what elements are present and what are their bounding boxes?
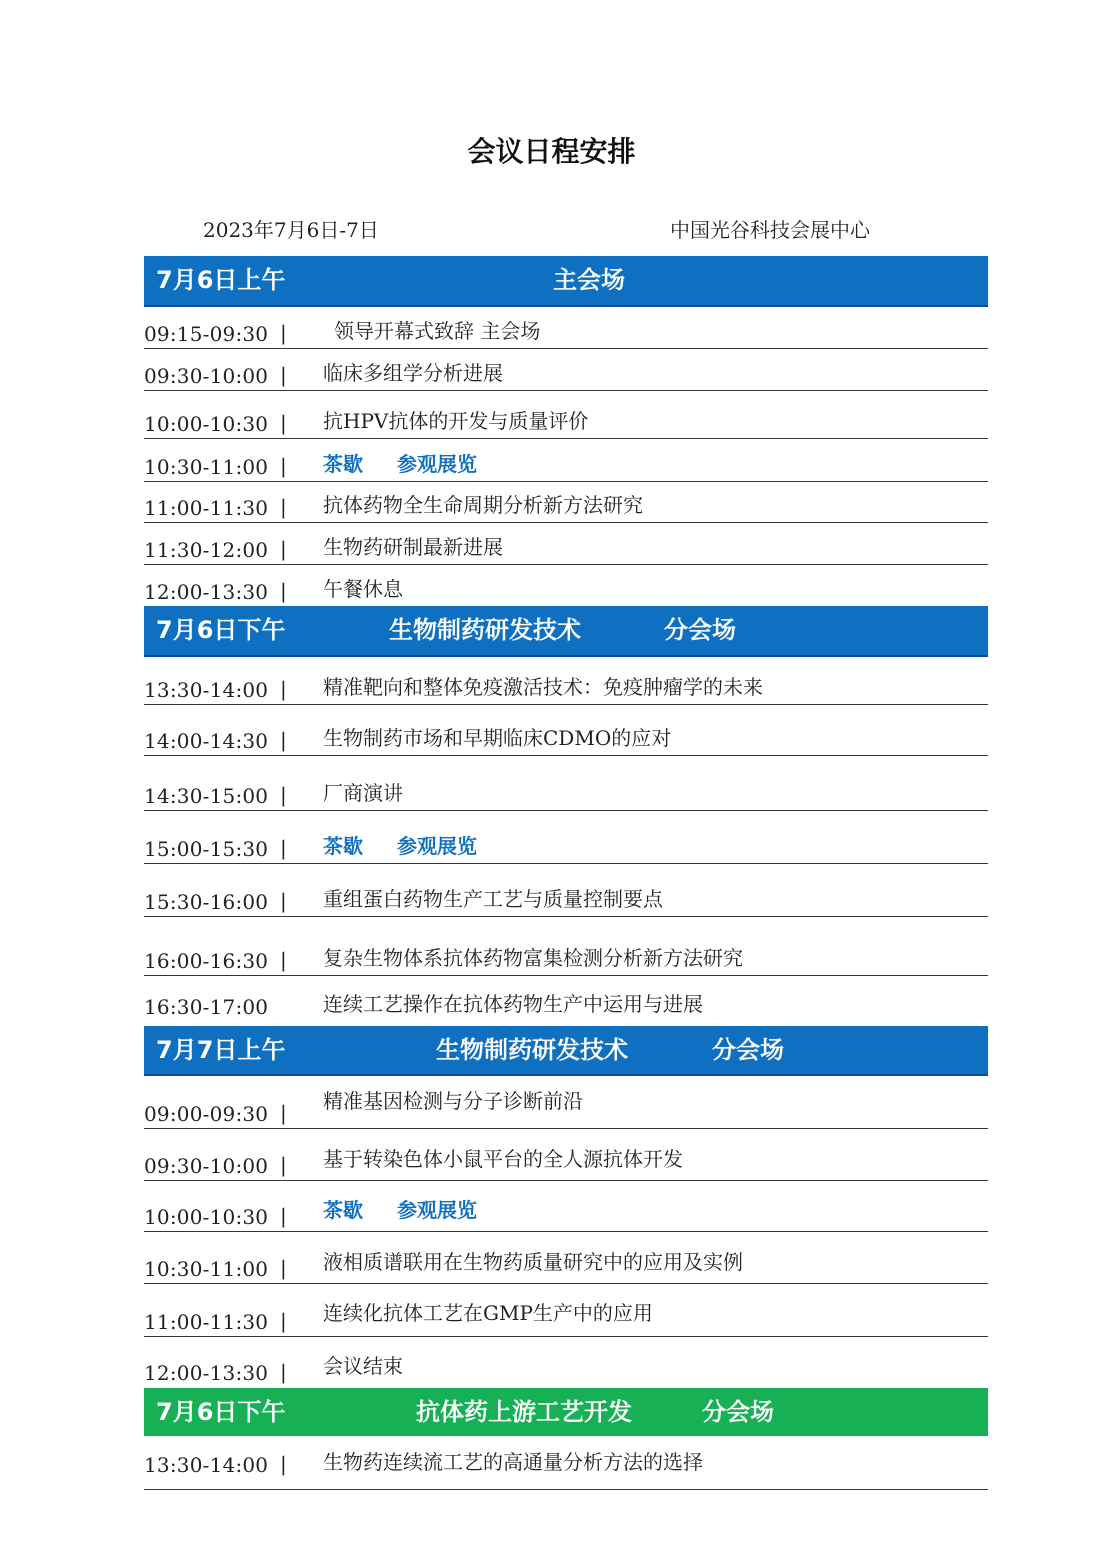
row-time: 13:30-14:00: [144, 678, 269, 702]
event-venue: 中国光谷科技会展中心: [670, 218, 870, 242]
row-separator: |: [280, 495, 287, 519]
row-topic: [323, 1194, 477, 1223]
agenda-row: [144, 1231, 988, 1284]
agenda-row-break: [144, 1180, 988, 1232]
agenda-row: [144, 1283, 988, 1337]
row-separator: |: [280, 1153, 287, 1177]
tea-break-label: 茶歇: [323, 834, 363, 858]
row-topic: 连续化抗体工艺在GMP生产中的应用: [323, 1301, 653, 1325]
agenda-row: [144, 704, 988, 756]
exhibition-label: 参观展览: [397, 834, 477, 858]
row-topic: 会议结束: [323, 1354, 403, 1378]
agenda-row-break: [144, 810, 988, 864]
agenda-row: [144, 1436, 988, 1490]
agenda-row: [144, 564, 988, 606]
row-separator: |: [280, 1452, 287, 1476]
row-topic: 临床多组学分析进展: [323, 361, 503, 385]
row-topic: 精准基因检测与分子诊断前沿: [323, 1089, 583, 1113]
event-date: 2023年7月6日-7日: [203, 218, 379, 242]
section-hall: 主会场: [553, 266, 625, 294]
row-separator: |: [280, 579, 287, 603]
section-day: 7月7日上午: [156, 1036, 286, 1064]
row-time: 09:15-09:30: [144, 322, 269, 346]
section-track: 抗体药上游工艺开发: [416, 1398, 632, 1426]
row-topic: [323, 448, 477, 477]
agenda-row: [144, 975, 988, 1021]
exhibition-label: 参观展览: [397, 1198, 477, 1222]
row-topic: 基于转染色体小鼠平台的全人源抗体开发: [323, 1147, 683, 1171]
row-separator: |: [280, 836, 287, 860]
row-topic: 生物药研制最新进展: [323, 535, 503, 559]
row-time: 12:00-13:30: [144, 580, 269, 604]
row-topic: 生物制药市场和早期临床CDMO的应对: [323, 726, 672, 750]
agenda-row: [144, 916, 988, 976]
row-topic: 连续工艺操作在抗体药物生产中运用与进展: [323, 992, 703, 1016]
section-hall: 分会场: [712, 1036, 784, 1064]
row-separator: |: [280, 321, 287, 345]
agenda-row: [144, 1076, 988, 1129]
row-topic: 抗体药物全生命周期分析新方法研究: [323, 493, 643, 517]
agenda-row: [144, 1128, 988, 1181]
agenda-row: [144, 1336, 988, 1387]
row-time: 09:30-10:00: [144, 1154, 269, 1178]
row-separator: |: [280, 889, 287, 913]
row-time: 10:00-10:30: [144, 412, 269, 436]
agenda-row: [144, 481, 988, 523]
row-separator: |: [280, 1309, 287, 1333]
row-time: 14:00-14:30: [144, 729, 269, 753]
page-title: 会议日程安排: [467, 135, 636, 168]
row-time: 16:00-16:30: [144, 949, 269, 973]
row-topic: 复杂生物体系抗体药物富集检测分析新方法研究: [323, 946, 743, 970]
agenda-row: [144, 390, 988, 439]
row-time: 13:30-14:00: [144, 1453, 269, 1477]
row-separator: |: [280, 783, 287, 807]
section-day: 7月6日上午: [156, 266, 286, 294]
row-topic: 午餐休息: [323, 577, 403, 601]
row-separator: |: [280, 454, 287, 478]
row-separator: |: [280, 537, 287, 561]
row-time: 09:00-09:30: [144, 1102, 269, 1126]
row-separator: |: [280, 1101, 287, 1125]
row-separator: |: [280, 1360, 287, 1384]
row-separator: |: [280, 728, 287, 752]
section-band: [144, 1026, 988, 1076]
row-separator: |: [280, 677, 287, 701]
tea-break-label: 茶歇: [323, 1198, 363, 1222]
row-topic: 重组蛋白药物生产工艺与质量控制要点: [323, 887, 663, 911]
row-separator: |: [280, 948, 287, 972]
row-time: 10:30-11:00: [144, 455, 269, 479]
row-time: 12:00-13:30: [144, 1361, 269, 1385]
row-topic: 精准靶向和整体免疫激活技术：免疫肿瘤学的未来: [323, 675, 763, 699]
agenda-row: [144, 657, 988, 705]
section-day: 7月6日下午: [156, 1398, 286, 1426]
row-time: 11:00-11:30: [144, 1310, 269, 1334]
row-time: 10:00-10:30: [144, 1205, 269, 1229]
row-topic: 领导开幕式致辞 主会场: [334, 319, 541, 343]
row-time: 15:00-15:30: [144, 837, 269, 861]
agenda-row: [144, 863, 988, 917]
section-hall: 分会场: [664, 616, 736, 644]
row-topic: 液相质谱联用在生物药质量研究中的应用及实例: [323, 1250, 743, 1274]
row-time: 11:30-12:00: [144, 538, 269, 562]
section-band: [144, 256, 988, 307]
row-time: 09:30-10:00: [144, 364, 269, 388]
row-time: 15:30-16:00: [144, 890, 269, 914]
row-separator: |: [280, 1256, 287, 1280]
section-band: [144, 606, 988, 657]
agenda-row: [144, 348, 988, 391]
row-topic: 抗HPV抗体的开发与质量评价: [323, 409, 589, 433]
agenda-row-break: [144, 438, 988, 482]
row-topic: [323, 830, 477, 859]
agenda-row: [144, 309, 988, 349]
row-separator: |: [280, 1204, 287, 1228]
agenda-row: [144, 755, 988, 811]
agenda-row: [144, 522, 988, 565]
section-track: 生物制药研发技术: [436, 1036, 628, 1064]
row-topic: 厂商演讲: [323, 781, 403, 805]
section-day: 7月6日下午: [156, 616, 286, 644]
row-time: 11:00-11:30: [144, 496, 269, 520]
row-separator: |: [280, 363, 287, 387]
row-topic: 生物药连续流工艺的高通量分析方法的选择: [323, 1450, 703, 1474]
section-band: [144, 1388, 988, 1436]
row-time: 14:30-15:00: [144, 784, 269, 808]
row-time: 16:30-17:00: [144, 995, 269, 1019]
tea-break-label: 茶歇: [323, 452, 363, 476]
row-separator: |: [280, 411, 287, 435]
section-hall: 分会场: [702, 1398, 774, 1426]
exhibition-label: 参观展览: [397, 452, 477, 476]
row-time: 10:30-11:00: [144, 1257, 269, 1281]
section-track: 生物制药研发技术: [389, 616, 581, 644]
